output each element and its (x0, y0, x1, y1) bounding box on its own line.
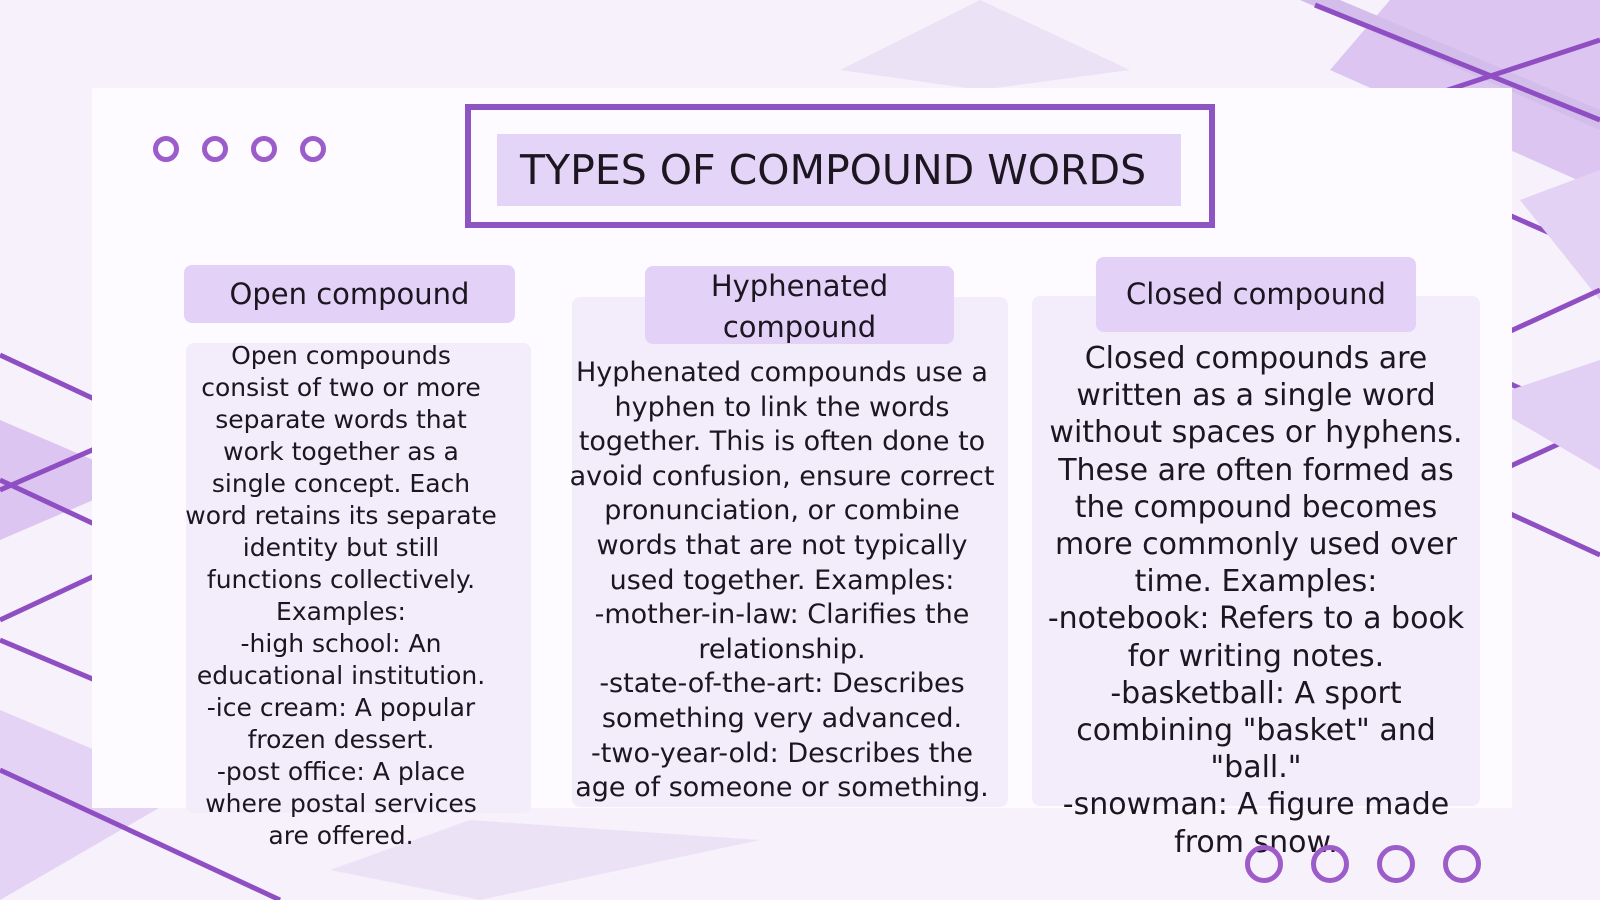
body-line: -high school: An (240, 629, 442, 658)
body-line: Closed compounds are (1084, 341, 1428, 376)
body-line: together. This is often done to (578, 426, 986, 458)
body-line: more commonly used over (1054, 527, 1458, 563)
circle-icon (1245, 845, 1283, 883)
heading-hyphenated-compound (645, 266, 954, 344)
circle-icon (202, 136, 228, 162)
circle-icon (1377, 845, 1415, 883)
body-line: functions collectively. (206, 565, 476, 594)
body-line: -snowman: A figure made (1062, 787, 1450, 823)
body-line: -state-of-the-art: Describes (599, 668, 965, 700)
body-line: without spaces or hyphens. (1049, 415, 1463, 451)
body-line: Open compounds (231, 341, 451, 370)
heading-line: Hyphenated (710, 269, 889, 303)
body-line: age of someone or something. (575, 772, 989, 804)
body-line: consist of two or more (201, 373, 481, 402)
body-line: for writing notes. (1127, 638, 1385, 674)
body-line: -notebook: Refers to a book (1047, 601, 1465, 637)
bg-diamond-top (840, 0, 1130, 90)
heading-line: compound (722, 310, 877, 344)
body-line: are offered. (268, 821, 414, 850)
body-line: -mother-in-law: Clarifies the (594, 599, 970, 631)
body-line: Hyphenated compounds use a (576, 357, 988, 388)
body-line: -two-year-old: Describes the (591, 737, 973, 769)
body-line: "ball." (1210, 750, 1302, 786)
body-line: time. Examples: (1134, 564, 1378, 600)
slide-title: TYPES OF COMPOUND WORDS (520, 146, 1147, 194)
body-line: Examples: (276, 597, 406, 626)
body-line: separate words that (215, 405, 467, 434)
body-line: used together. Examples: (609, 564, 955, 596)
body-open-compound (176, 340, 506, 852)
body-line: -post office: A place (216, 757, 466, 786)
circle-icon (153, 136, 179, 162)
body-line: word retains its separate (185, 501, 497, 530)
body-line: relationship. (698, 633, 866, 665)
body-closed-compound (1042, 340, 1470, 861)
body-line: words that are not typically (596, 529, 968, 561)
body-line: work together as a (223, 437, 459, 466)
body-line: the compound becomes (1074, 489, 1438, 525)
body-line: These are often formed as (1058, 452, 1454, 488)
body-line: -ice cream: A popular (206, 693, 476, 722)
body-line: educational institution. (196, 661, 486, 690)
circle-icon (1311, 845, 1349, 883)
bg-shape-right (1520, 170, 1600, 300)
body-line: identity but still (242, 533, 440, 562)
body-line: from snow. (1174, 824, 1338, 860)
heading-open-compound: Open compound (184, 265, 515, 323)
body-line: written as a single word (1076, 378, 1436, 414)
circle-icon (1443, 845, 1481, 883)
circle-icon (300, 136, 326, 162)
body-line: frozen dessert. (247, 725, 435, 754)
circle-icon (251, 136, 277, 162)
body-line: -basketball: A sport (1110, 675, 1402, 711)
body-line: something very advanced. (601, 702, 963, 734)
body-line: single concept. Each (211, 469, 471, 498)
body-line: avoid confusion, ensure correct (569, 460, 995, 492)
body-line: where postal services (205, 789, 477, 818)
circle-row-top (153, 136, 349, 162)
circle-row-bottom (1245, 845, 1481, 883)
body-hyphenated-compound (562, 356, 1002, 806)
body-line: pronunciation, or combine (604, 495, 960, 527)
body-line: combining "basket" and (1076, 713, 1436, 749)
heading-closed-compound: Closed compound (1096, 257, 1416, 332)
body-line: hyphen to link the words (614, 391, 950, 423)
